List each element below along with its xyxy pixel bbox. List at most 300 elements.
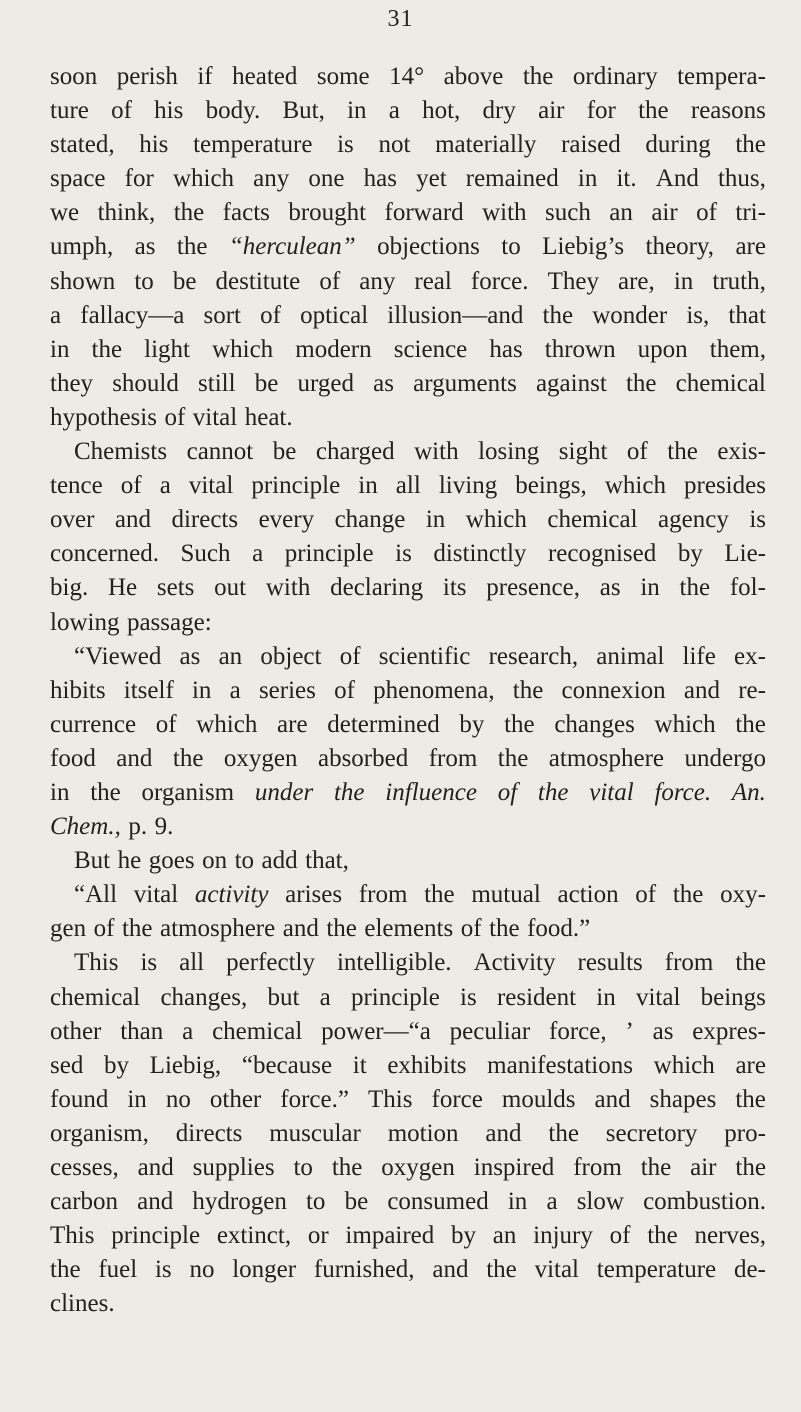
- text-line: [50, 708, 766, 742]
- word: absorbed: [317, 744, 409, 772]
- word: the: [638, 97, 669, 125]
- word: clines.: [50, 1290, 115, 1318]
- text-line: [50, 640, 766, 674]
- word: no: [165, 1085, 191, 1113]
- word: of: [626, 438, 648, 466]
- word: and: [114, 506, 151, 534]
- word: “because: [241, 1051, 333, 1079]
- word: perfectly: [226, 949, 315, 977]
- word: be: [272, 438, 297, 466]
- word: This: [50, 1222, 95, 1250]
- word: the: [735, 1154, 766, 1181]
- word: of: [460, 915, 482, 943]
- word: or: [307, 1222, 329, 1250]
- word: stated,: [50, 131, 115, 159]
- word: in: [347, 97, 367, 125]
- word: that: [728, 301, 766, 329]
- word: agency: [658, 506, 729, 534]
- word: action: [557, 881, 619, 909]
- word: during: [645, 131, 711, 159]
- word: determined: [327, 710, 440, 738]
- word: it.: [616, 165, 637, 193]
- word: has: [363, 165, 397, 193]
- word: from: [573, 1154, 622, 1181]
- word: changes: [554, 710, 635, 738]
- word: brought: [288, 199, 367, 227]
- word: wonder: [592, 301, 668, 329]
- word: theory,: [645, 233, 715, 261]
- word: still: [198, 369, 236, 397]
- word: secretory: [605, 1119, 698, 1147]
- word: he: [117, 847, 142, 875]
- word: principle: [111, 1222, 201, 1250]
- word: the: [326, 915, 357, 943]
- word: the: [91, 335, 123, 363]
- word: his: [154, 97, 184, 125]
- word: should: [112, 369, 179, 397]
- word: temperature: [193, 131, 313, 159]
- word: and: [432, 1256, 469, 1284]
- word: in: [191, 676, 212, 704]
- text-line: [50, 1117, 766, 1151]
- word: force,: [549, 1017, 607, 1045]
- word: the: [497, 744, 529, 772]
- text-line: [50, 196, 766, 230]
- word: for: [124, 165, 154, 193]
- word: the: [331, 1154, 363, 1181]
- word: a: [229, 676, 241, 704]
- word: p.: [128, 813, 148, 841]
- text-line: [50, 878, 766, 912]
- word: life: [682, 642, 716, 670]
- word: presides: [684, 472, 766, 500]
- word: which: [653, 1051, 715, 1079]
- word: an: [218, 642, 243, 670]
- word: And: [655, 165, 699, 193]
- word: in: [640, 574, 660, 602]
- word: the: [537, 778, 569, 806]
- word: is: [749, 506, 766, 534]
- word: real: [414, 267, 452, 295]
- word: Lie-: [724, 540, 766, 568]
- word: food: [50, 744, 96, 772]
- word: air: [651, 199, 678, 227]
- word: in: [507, 1188, 528, 1216]
- word: them,: [709, 335, 766, 363]
- word: hibits: [50, 676, 106, 704]
- word: principle: [350, 983, 440, 1011]
- word: umph,: [50, 233, 114, 261]
- word: the: [679, 574, 711, 602]
- word: “herculean”: [228, 233, 356, 261]
- word: shown: [50, 267, 116, 295]
- word: arguments: [413, 369, 517, 397]
- word: influence: [385, 778, 477, 806]
- word: But,: [282, 97, 325, 125]
- word: nerves,: [694, 1222, 766, 1250]
- word: chemical: [212, 1017, 303, 1045]
- word: upon: [637, 335, 688, 363]
- word: atmosphere: [548, 744, 665, 772]
- word: power—“a: [321, 1017, 431, 1045]
- word: presence,: [486, 574, 580, 602]
- word: oxy-: [720, 881, 766, 909]
- word: no: [189, 1256, 215, 1284]
- word: of: [497, 778, 518, 806]
- word: mutual: [471, 881, 541, 909]
- word: atmosphere: [159, 915, 276, 943]
- word: research,: [488, 642, 579, 670]
- word: sed: [50, 1051, 84, 1079]
- word: is,: [686, 301, 710, 329]
- word: light: [144, 335, 190, 363]
- word: slow: [576, 1188, 624, 1216]
- word: furnished,: [313, 1256, 415, 1284]
- word: force.: [470, 267, 529, 295]
- word: pro-: [724, 1119, 766, 1147]
- word: soon: [50, 63, 98, 90]
- word: the: [548, 1119, 579, 1147]
- word: goes: [148, 847, 195, 875]
- word: is: [395, 540, 412, 568]
- text-line: [50, 60, 766, 94]
- text-line: [50, 981, 766, 1015]
- word: heated: [232, 63, 298, 90]
- word: in: [358, 472, 378, 500]
- word: Such: [180, 540, 231, 568]
- word: is: [460, 983, 477, 1011]
- word: elements: [364, 915, 454, 943]
- word: temperature: [596, 1256, 717, 1284]
- word: are: [277, 710, 308, 738]
- word: Liebig,: [149, 1051, 222, 1079]
- word: force.: [654, 778, 712, 806]
- word: ex-: [734, 642, 766, 670]
- word: to: [134, 267, 154, 295]
- word: change: [334, 506, 406, 534]
- word: truth,: [712, 267, 766, 295]
- word: the: [735, 710, 766, 738]
- text-line: [50, 162, 766, 196]
- word: has: [489, 335, 523, 363]
- word: the: [176, 233, 208, 261]
- word: changes,: [160, 983, 248, 1011]
- text-line: [50, 912, 766, 946]
- word: we: [50, 199, 80, 227]
- word: a: [546, 1188, 558, 1216]
- word: add: [261, 847, 298, 875]
- word: of: [155, 710, 177, 738]
- word: in: [596, 983, 616, 1011]
- word: are: [735, 1051, 766, 1079]
- word: the: [625, 369, 657, 397]
- text-line: [50, 128, 766, 162]
- word: of: [120, 472, 142, 500]
- word: distinctly: [433, 540, 527, 568]
- word: the: [647, 1222, 678, 1250]
- word: air: [538, 97, 565, 125]
- text-line: [50, 946, 766, 980]
- word: it: [352, 1051, 367, 1079]
- word: his: [139, 131, 169, 159]
- word: as: [134, 233, 156, 261]
- text-line: [50, 776, 766, 810]
- word: the: [486, 1256, 517, 1284]
- word: dry: [482, 97, 516, 125]
- text-line: [50, 333, 766, 367]
- word: thrown: [544, 335, 616, 363]
- word: manifestations: [487, 1051, 633, 1079]
- word: and: [137, 1154, 174, 1181]
- word: object: [260, 642, 322, 670]
- word: “All: [74, 881, 118, 909]
- word: de-: [733, 1256, 766, 1284]
- word: they: [50, 369, 94, 397]
- word: the: [90, 778, 121, 806]
- word: the: [640, 1154, 672, 1181]
- word: air: [690, 1154, 717, 1181]
- word: heat.: [244, 403, 293, 431]
- word: But: [74, 847, 111, 875]
- word: ture: [50, 97, 89, 125]
- word: exhibits: [387, 1051, 467, 1079]
- text-line: [50, 1049, 766, 1083]
- word: any: [359, 267, 396, 295]
- word: hydrogen: [192, 1188, 287, 1216]
- word: vital: [192, 403, 238, 431]
- word: “Viewed: [74, 642, 162, 670]
- word: hot,: [422, 97, 461, 125]
- word: vital: [589, 778, 634, 806]
- word: of: [260, 301, 281, 329]
- word: combustion.: [643, 1188, 766, 1216]
- word: 9.: [154, 813, 174, 841]
- word: to: [234, 847, 255, 875]
- word: that,: [305, 847, 349, 875]
- word: beings,: [515, 472, 587, 500]
- body-text: [50, 60, 766, 1321]
- word: the: [522, 63, 554, 90]
- word: results: [577, 949, 643, 977]
- word: force.”: [280, 1085, 349, 1113]
- word: as: [599, 574, 621, 602]
- word: to: [305, 1188, 326, 1216]
- word: yet: [416, 165, 447, 193]
- word: gen: [50, 915, 87, 943]
- word: to: [501, 233, 521, 261]
- word: be: [254, 369, 279, 397]
- text-line: [50, 844, 766, 878]
- word: carbon: [50, 1188, 119, 1216]
- text-line: [50, 674, 766, 708]
- word: which: [212, 335, 274, 363]
- text-line: [50, 230, 766, 264]
- word: in: [673, 267, 694, 295]
- word: and: [683, 676, 720, 704]
- word: of: [635, 881, 657, 909]
- word: are,: [618, 267, 655, 295]
- text-line: [50, 401, 766, 435]
- word: other: [50, 1017, 102, 1045]
- text-line: [50, 537, 766, 571]
- word: undergo: [684, 744, 766, 772]
- text-line: [50, 1151, 766, 1185]
- word: vital: [188, 472, 234, 500]
- word: body.: [205, 97, 261, 125]
- word: its: [442, 574, 467, 602]
- word: modern: [295, 335, 372, 363]
- word: from: [358, 881, 408, 909]
- word: food.”: [527, 915, 591, 943]
- word: force: [431, 1085, 483, 1113]
- word: Activity: [473, 949, 556, 977]
- word: tempera-: [677, 63, 766, 90]
- word: for: [586, 97, 616, 125]
- word: and: [485, 1119, 522, 1147]
- word: the: [504, 710, 535, 738]
- word: of: [339, 642, 361, 670]
- word: sort: [203, 301, 241, 329]
- word: the: [735, 1085, 766, 1113]
- word: impaired: [345, 1222, 435, 1250]
- text-line: [50, 810, 766, 844]
- word: objections: [377, 233, 480, 261]
- word: principle: [251, 472, 341, 500]
- word: the: [121, 915, 153, 943]
- word: found: [50, 1085, 109, 1113]
- word: in: [577, 165, 598, 193]
- word: than: [120, 1017, 164, 1045]
- word: destitute: [215, 267, 301, 295]
- word: inspired: [473, 1154, 555, 1181]
- word: Chemists: [74, 438, 168, 466]
- word: over: [50, 506, 95, 534]
- text-line: [50, 435, 766, 469]
- word: concerned.: [50, 540, 159, 568]
- word: materially: [435, 131, 537, 159]
- word: and: [282, 915, 319, 943]
- word: re-: [738, 676, 766, 704]
- text-line: [50, 1253, 766, 1287]
- word: the: [489, 915, 520, 943]
- word: is: [154, 1256, 172, 1284]
- word: under: [254, 778, 314, 806]
- word: is: [140, 949, 158, 977]
- word: all: [395, 472, 421, 500]
- text-line: [50, 469, 766, 503]
- word: longer: [232, 1256, 297, 1284]
- word: the: [172, 744, 204, 772]
- word: declaring: [330, 574, 424, 602]
- text-line: [50, 1219, 766, 1253]
- word: remained: [465, 165, 559, 193]
- word: injury: [533, 1222, 593, 1250]
- word: vital: [534, 1256, 579, 1284]
- word: of: [696, 199, 717, 227]
- word: in: [50, 778, 70, 806]
- word: not: [378, 131, 411, 159]
- word: be: [344, 1188, 369, 1216]
- word: lowing: [50, 608, 120, 636]
- word: such: [545, 199, 591, 227]
- word: the: [50, 1256, 81, 1284]
- text-line: [50, 742, 766, 776]
- word: ’: [625, 1017, 634, 1045]
- word: with: [265, 574, 311, 602]
- word: think,: [97, 199, 156, 227]
- word: a: [182, 1017, 194, 1045]
- word: forward: [384, 199, 464, 227]
- word: in: [127, 1085, 147, 1113]
- word: 14°: [389, 63, 425, 90]
- word: other: [209, 1085, 262, 1113]
- word: the: [672, 881, 704, 909]
- word: by: [451, 1222, 477, 1250]
- word: and: [116, 744, 153, 772]
- word: big.: [50, 574, 89, 602]
- word: be: [172, 267, 197, 295]
- text-line: [50, 606, 766, 640]
- word: charged: [315, 438, 395, 466]
- word: scientific: [378, 642, 471, 670]
- word: by: [459, 710, 485, 738]
- word: of: [164, 403, 186, 431]
- word: illusion—and: [387, 301, 524, 329]
- word: some: [316, 63, 370, 90]
- word: urged: [297, 369, 354, 397]
- word: any: [253, 165, 290, 193]
- word: beings: [700, 983, 766, 1011]
- word: the: [667, 438, 698, 466]
- text-line: [50, 503, 766, 537]
- word: An.: [731, 778, 766, 806]
- word: a: [50, 301, 62, 329]
- text-line: [50, 1287, 766, 1321]
- word: of: [319, 267, 341, 295]
- word: as: [179, 642, 201, 670]
- word: facts: [222, 199, 270, 227]
- word: tri-: [735, 199, 766, 227]
- word: vital: [635, 983, 681, 1011]
- word: consumed: [387, 1188, 489, 1216]
- word: chemical: [50, 983, 141, 1011]
- word: organism,: [50, 1119, 149, 1147]
- word: moulds: [501, 1085, 576, 1113]
- word: with: [482, 199, 527, 227]
- word: from: [428, 744, 478, 772]
- word: exis-: [717, 438, 766, 466]
- word: by: [104, 1051, 129, 1079]
- word: every: [258, 506, 315, 534]
- word: motion: [387, 1119, 459, 1147]
- word: itself: [123, 676, 174, 704]
- word: are: [735, 233, 766, 261]
- word: directs: [175, 1119, 243, 1147]
- word: principle: [284, 540, 374, 568]
- word: extinct,: [216, 1222, 292, 1250]
- word: expres-: [692, 1017, 766, 1045]
- word: one: [308, 165, 345, 193]
- word: connexion: [561, 676, 666, 704]
- word: oxygen: [381, 1154, 455, 1181]
- text-line: [50, 1185, 766, 1219]
- word: if: [197, 63, 213, 90]
- word: as: [652, 1017, 674, 1045]
- word: of: [111, 97, 132, 125]
- word: hypothesis: [50, 403, 157, 431]
- word: but: [267, 983, 300, 1011]
- word: against: [535, 369, 607, 397]
